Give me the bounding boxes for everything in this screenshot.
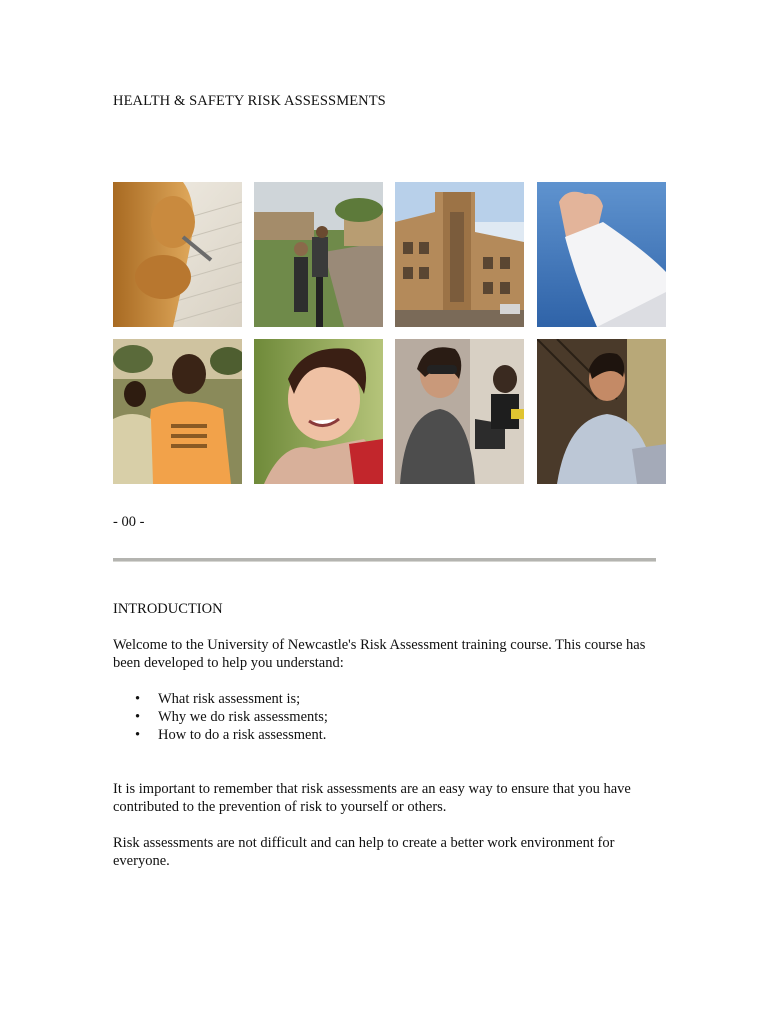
closing-paragraph: Risk assessments are not difficult and can help to create a better work environment for everyone. bbox=[113, 835, 615, 869]
photo-collage bbox=[113, 182, 665, 483]
woman-with-sunglasses-photo bbox=[395, 339, 524, 484]
page-number: - 00 - bbox=[113, 514, 145, 530]
list-item: • How to do a risk assessment. bbox=[113, 726, 658, 744]
raised-hand-photo bbox=[537, 182, 666, 327]
horizontal-divider bbox=[113, 558, 656, 562]
list-item: • Why we do risk assessments; bbox=[113, 708, 658, 726]
students-walking-on-campus-photo bbox=[254, 182, 383, 327]
page-title: HEALTH & SAFETY RISK ASSESSMENTS bbox=[113, 93, 386, 109]
topics-list bbox=[113, 690, 658, 744]
list-item: • What risk assessment is; bbox=[113, 690, 658, 708]
importance-paragraph: It is important to remember that risk assessments are an easy way to ensure that you have contributed to the prevention of risk to yourself or others. bbox=[113, 781, 631, 815]
smiling-students-photo bbox=[113, 339, 242, 484]
university-building-photo bbox=[395, 182, 524, 327]
young-man-portrait-photo bbox=[537, 339, 666, 484]
section-heading-introduction: INTRODUCTION bbox=[113, 601, 223, 617]
laughing-woman-photo bbox=[254, 339, 383, 484]
intro-paragraph: Welcome to the University of Newcastle's Risk Assessment training course. This course has been developed to help you understand: bbox=[113, 637, 646, 671]
hand-writing-with-pen-photo bbox=[113, 182, 242, 327]
